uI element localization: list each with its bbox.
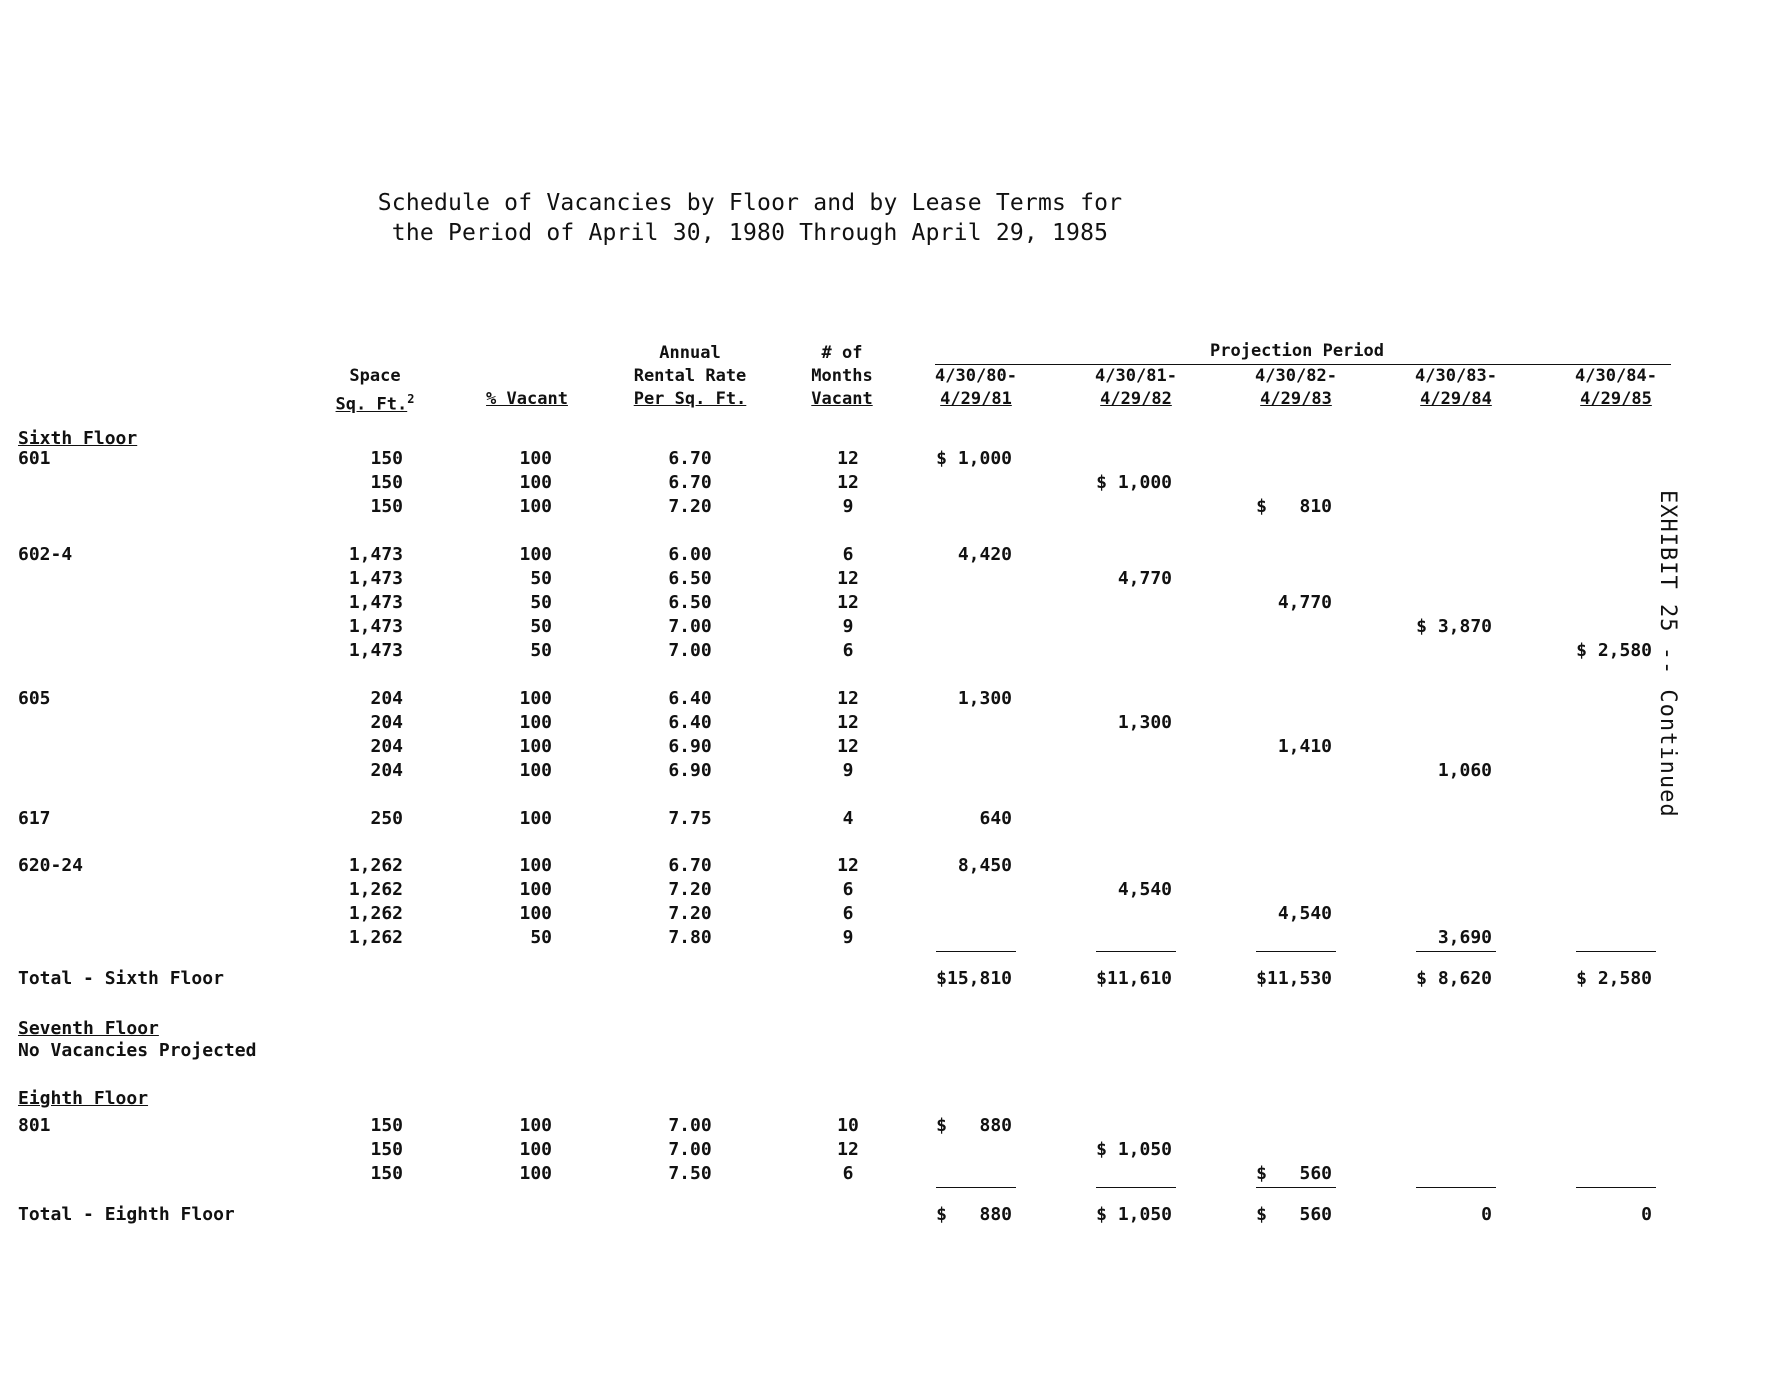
pct-vacant: 100 <box>519 688 552 709</box>
space-sqft: 1,262 <box>348 903 403 924</box>
projected-amount: $ 880 <box>936 1115 1012 1136</box>
totals-sixth-value: $ 2,580 <box>1576 968 1652 989</box>
totals-sixth-value: $15,810 <box>936 968 1012 989</box>
projected-amount: 1,300 <box>957 688 1012 709</box>
pct-vacant: 100 <box>519 1139 552 1160</box>
space-sqft: 1,262 <box>348 927 403 948</box>
pct-vacant: 100 <box>519 736 552 757</box>
space-sqft: 1,473 <box>348 544 403 565</box>
exhibit-label: EXHIBIT 25 -- Continued <box>1655 490 1680 818</box>
rental-rate: 7.80 <box>668 927 712 948</box>
unit-label: 602-4 <box>18 544 73 565</box>
months-vacant: 12 <box>837 736 859 757</box>
totals-sixth-value: $11,530 <box>1256 968 1332 989</box>
rental-rate: 7.20 <box>668 496 712 517</box>
months-vacant: 12 <box>837 688 859 709</box>
pct-vacant: 100 <box>519 903 552 924</box>
pct-vacant: 100 <box>519 760 552 781</box>
months-vacant: 12 <box>837 712 859 733</box>
pct-vacant: 100 <box>519 448 552 469</box>
header-period-1: 4/30/80- 4/29/81 <box>935 366 1017 409</box>
space-sqft: 204 <box>370 712 403 733</box>
rental-rate: 7.50 <box>668 1163 712 1184</box>
section-seventh-floor: Seventh Floor <box>18 1018 159 1039</box>
subtotal-rule <box>1096 1187 1176 1188</box>
rental-rate: 6.70 <box>668 855 712 876</box>
months-vacant: 9 <box>842 496 854 517</box>
header-period-2: 4/30/81- 4/29/82 <box>1095 366 1177 409</box>
months-vacant: 12 <box>837 855 859 876</box>
pct-vacant: 50 <box>530 927 552 948</box>
totals-sixth-value: $11,610 <box>1096 968 1172 989</box>
title-line-1: Schedule of Vacancies by Floor and by Lease Terms for <box>377 190 1123 216</box>
months-vacant: 9 <box>842 927 854 948</box>
total-sixth-label: Total - Sixth Floor <box>18 968 224 989</box>
rental-rate: 6.90 <box>668 736 712 757</box>
months-vacant: 12 <box>837 592 859 613</box>
rental-rate: 6.70 <box>668 448 712 469</box>
space-sqft: 204 <box>370 760 403 781</box>
pct-vacant: 100 <box>519 855 552 876</box>
months-vacant: 6 <box>842 1163 854 1184</box>
totals-eighth-value: $ 560 <box>1256 1204 1332 1225</box>
projected-amount: 1,300 <box>1117 712 1172 733</box>
space-sqft: 150 <box>370 448 403 469</box>
rental-rate: 7.00 <box>668 616 712 637</box>
header-pct-vacant: % Vacant <box>486 389 568 409</box>
space-sqft: 204 <box>370 736 403 757</box>
header-months-vacant: # of Months Vacant <box>811 343 873 409</box>
rental-rate: 7.00 <box>668 640 712 661</box>
months-vacant: 9 <box>842 616 854 637</box>
unit-label: 801 <box>18 1115 51 1136</box>
pct-vacant: 100 <box>519 808 552 829</box>
pct-vacant: 100 <box>519 472 552 493</box>
page-title <box>0 188 1500 248</box>
subtotal-rule <box>1256 951 1336 952</box>
projected-amount: 4,540 <box>1117 879 1172 900</box>
space-sqft: 1,262 <box>348 855 403 876</box>
projected-amount: 1,060 <box>1437 760 1492 781</box>
projected-amount: $ 3,870 <box>1416 616 1492 637</box>
seventh-floor-note: No Vacancies Projected <box>18 1040 257 1061</box>
pct-vacant: 100 <box>519 712 552 733</box>
rental-rate: 7.00 <box>668 1115 712 1136</box>
space-sqft: 150 <box>370 496 403 517</box>
months-vacant: 12 <box>837 472 859 493</box>
totals-sixth-value: $ 8,620 <box>1416 968 1492 989</box>
section-eighth-floor: Eighth Floor <box>18 1088 149 1109</box>
pct-vacant: 100 <box>519 879 552 900</box>
space-sqft: 204 <box>370 688 403 709</box>
projected-amount: 3,690 <box>1437 927 1492 948</box>
projected-amount: $ 560 <box>1256 1163 1332 1184</box>
projected-amount: $ 1,000 <box>936 448 1012 469</box>
projected-amount: $ 1,050 <box>1096 1139 1172 1160</box>
pct-vacant: 50 <box>530 568 552 589</box>
rental-rate: 7.00 <box>668 1139 712 1160</box>
header-period-3: 4/30/82- 4/29/83 <box>1255 366 1337 409</box>
unit-label: 601 <box>18 448 51 469</box>
projected-amount: 4,770 <box>1117 568 1172 589</box>
months-vacant: 10 <box>837 1115 859 1136</box>
subtotal-rule <box>1576 1187 1656 1188</box>
subtotal-rule <box>936 951 1016 952</box>
rental-rate: 6.90 <box>668 760 712 781</box>
unit-label: 617 <box>18 808 51 829</box>
projected-amount: $ 2,580 <box>1576 640 1652 661</box>
header-rental-rate: Annual Rental Rate Per Sq. Ft. <box>633 343 747 409</box>
rental-rate: 7.75 <box>668 808 712 829</box>
projected-amount: 4,770 <box>1277 592 1332 613</box>
space-sqft: 1,262 <box>348 879 403 900</box>
rental-rate: 6.40 <box>668 688 712 709</box>
pct-vacant: 100 <box>519 1115 552 1136</box>
pct-vacant: 100 <box>519 1163 552 1184</box>
pct-vacant: 100 <box>519 496 552 517</box>
rental-rate: 6.70 <box>668 472 712 493</box>
header-projection-period: Projection Period <box>1210 341 1384 361</box>
subtotal-rule <box>1416 1187 1496 1188</box>
unit-label: 620-24 <box>18 855 84 876</box>
rental-rate: 6.40 <box>668 712 712 733</box>
header-space: Space Sq. Ft.$^2$ <box>335 366 415 415</box>
pct-vacant: 50 <box>530 640 552 661</box>
projected-amount: 8,450 <box>957 855 1012 876</box>
section-sixth-floor: Sixth Floor <box>18 428 138 449</box>
projected-amount: 1,410 <box>1277 736 1332 757</box>
months-vacant: 12 <box>837 1139 859 1160</box>
space-sqft: 250 <box>370 808 403 829</box>
space-sqft: 150 <box>370 472 403 493</box>
projected-amount: 640 <box>979 808 1012 829</box>
totals-eighth-value: 0 <box>1481 1204 1492 1225</box>
totals-eighth-value: $ 1,050 <box>1096 1204 1172 1225</box>
total-eighth-label: Total - Eighth Floor <box>18 1204 235 1225</box>
months-vacant: 6 <box>842 903 854 924</box>
space-sqft: 1,473 <box>348 616 403 637</box>
subtotal-rule <box>1096 951 1176 952</box>
months-vacant: 6 <box>842 640 854 661</box>
months-vacant: 12 <box>837 448 859 469</box>
rental-rate: 6.00 <box>668 544 712 565</box>
space-sqft: 150 <box>370 1163 403 1184</box>
rental-rate: 7.20 <box>668 879 712 900</box>
space-sqft: 1,473 <box>348 592 403 613</box>
space-sqft: 1,473 <box>348 568 403 589</box>
rental-rate: 6.50 <box>668 568 712 589</box>
header-period-4: 4/30/83- 4/29/84 <box>1415 366 1497 409</box>
months-vacant: 6 <box>842 879 854 900</box>
projected-amount: 4,540 <box>1277 903 1332 924</box>
pct-vacant: 50 <box>530 616 552 637</box>
subtotal-rule <box>1576 951 1656 952</box>
projected-amount: 4,420 <box>957 544 1012 565</box>
space-sqft: 150 <box>370 1115 403 1136</box>
pct-vacant: 50 <box>530 592 552 613</box>
projected-amount: $ 1,000 <box>1096 472 1172 493</box>
totals-eighth-value: 0 <box>1641 1204 1652 1225</box>
months-vacant: 4 <box>842 808 854 829</box>
rental-rate: 7.20 <box>668 903 712 924</box>
months-vacant: 12 <box>837 568 859 589</box>
unit-label: 605 <box>18 688 51 709</box>
months-vacant: 6 <box>842 544 854 565</box>
pct-vacant: 100 <box>519 544 552 565</box>
totals-eighth-value: $ 880 <box>936 1204 1012 1225</box>
months-vacant: 9 <box>842 760 854 781</box>
header-period-5: 4/30/84- 4/29/85 <box>1575 366 1657 409</box>
subtotal-rule <box>1256 1187 1336 1188</box>
subtotal-rule <box>936 1187 1016 1188</box>
space-sqft: 1,473 <box>348 640 403 661</box>
projected-amount: $ 810 <box>1256 496 1332 517</box>
title-line-2: the Period of April 30, 1980 Through April 29, 1985 <box>391 220 1109 246</box>
space-sqft: 150 <box>370 1139 403 1160</box>
rental-rate: 6.50 <box>668 592 712 613</box>
subtotal-rule <box>1416 951 1496 952</box>
